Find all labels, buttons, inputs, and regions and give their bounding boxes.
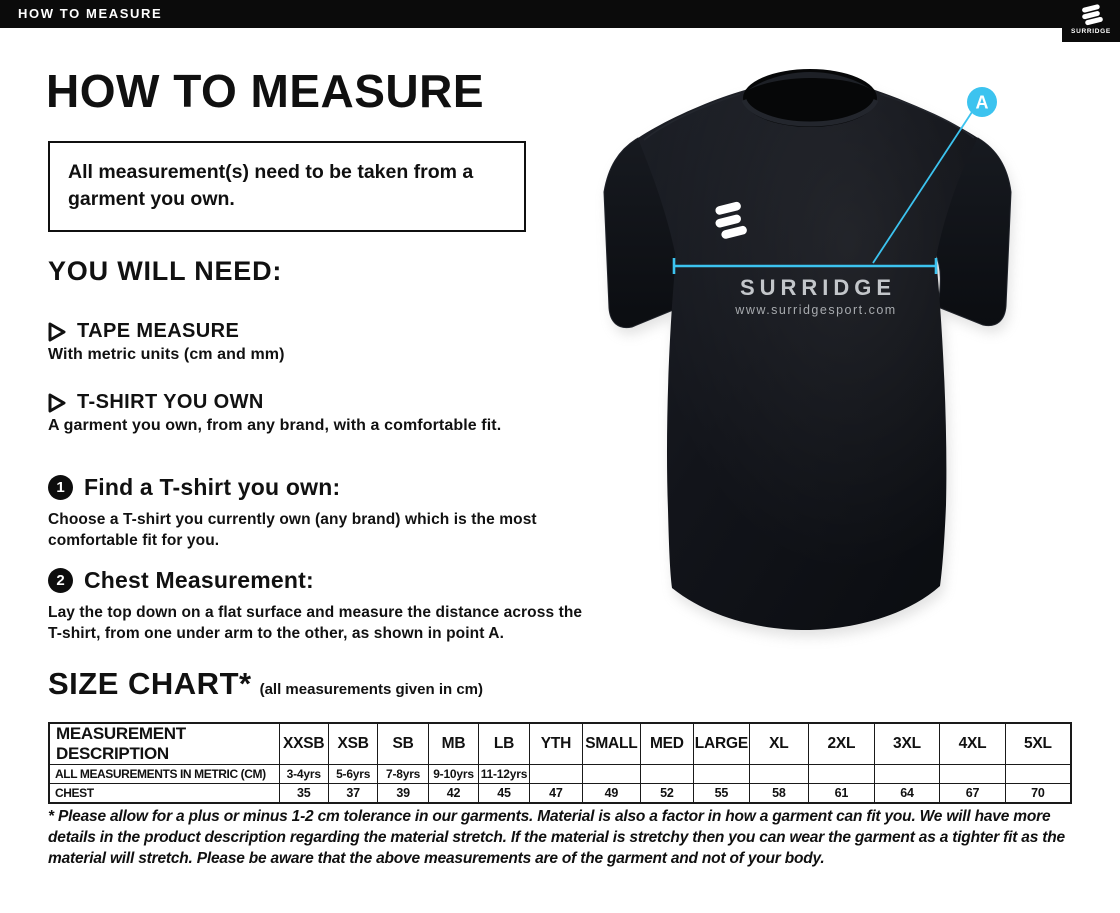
- play-triangle-icon: [48, 322, 67, 342]
- shirt-brand-text: SURRIDGE: [739, 275, 897, 300]
- need-item-title: T-SHIRT YOU OWN: [77, 391, 264, 413]
- surridge-s-icon: [1078, 3, 1104, 27]
- need-item-title: TAPE MEASURE: [77, 320, 240, 342]
- step-description: Lay the top down on a flat surface and measure the distance across the T-shirt, from one under arm to the other, as shown in point A.: [48, 604, 583, 642]
- table-cell: 55: [694, 784, 749, 803]
- column-header: 3XL: [874, 723, 940, 765]
- column-header: LB: [479, 723, 529, 765]
- step-description: Choose a T-shirt you currently own (any brand) which is the most comfortable fit for you.: [48, 511, 537, 549]
- size-chart-table: [48, 722, 1072, 804]
- step-2: [48, 567, 596, 645]
- table-cell: 11-12yrs: [479, 765, 529, 784]
- column-header: MEASUREMENT DESCRIPTION: [49, 723, 279, 765]
- shirt-sheen: [638, 75, 978, 630]
- notice-box: All measurement(s) need to be taken from a garment you own.: [48, 141, 526, 232]
- marker-a-label: A: [975, 92, 989, 113]
- column-header: MB: [428, 723, 478, 765]
- table-cell: [694, 765, 749, 784]
- table-row: [49, 765, 1071, 784]
- column-header: LARGE: [694, 723, 749, 765]
- table-cell: [529, 765, 582, 784]
- table-cell: 64: [874, 784, 940, 803]
- table-cell: [640, 765, 693, 784]
- table-cell: [749, 765, 809, 784]
- step-title: Find a T-shirt you own:: [84, 474, 341, 500]
- play-triangle-icon: [48, 393, 67, 413]
- table-cell: 42: [428, 784, 478, 803]
- table-cell: 58: [749, 784, 809, 803]
- brand-logo-badge: [1062, 0, 1120, 42]
- brand-badge-label: SURRIDGE: [1071, 28, 1111, 35]
- table-cell: 3-4yrs: [279, 765, 328, 784]
- page-title: HOW TO MEASURE: [46, 65, 485, 117]
- table-cell: 35: [279, 784, 328, 803]
- column-header: XSB: [328, 723, 377, 765]
- column-header: XXSB: [279, 723, 328, 765]
- need-item-tshirt: [48, 391, 501, 435]
- need-item-description: A garment you own, from any brand, with a comfortable fit.: [48, 417, 502, 434]
- table-cell: 9-10yrs: [428, 765, 478, 784]
- table-cell: 7-8yrs: [378, 765, 428, 784]
- step-number-badge: 1: [48, 475, 73, 500]
- table-cell: [583, 765, 641, 784]
- column-header: SMALL: [583, 723, 641, 765]
- table-cell: 67: [940, 784, 1006, 803]
- size-chart-table-wrap: [48, 722, 1072, 804]
- row-label: ALL MEASUREMENTS IN METRIC (CM): [49, 765, 279, 784]
- shirt-website-text: www.surridgesport.com: [735, 303, 897, 317]
- disclaimer-text: * Please allow for a plus or minus 1-2 cm tolerance in our garments. Material is also a factor in how a garment can fit you. We will have more details in the product description regarding the material stretch. If the material is stretchy then you can wear the garment as a tighter fit as the material will stretch. Please be aware that the above measurements are of the garment and not of your body.: [48, 808, 1065, 868]
- you-will-need-heading: YOU WILL NEED:: [48, 256, 283, 286]
- need-item-tape-measure: [48, 320, 285, 364]
- table-cell: 5-6yrs: [328, 765, 377, 784]
- tshirt-graphic: [590, 50, 1120, 660]
- column-header: MED: [640, 723, 693, 765]
- top-bar-title: HOW TO MEASURE: [18, 6, 163, 21]
- column-header: SB: [378, 723, 428, 765]
- size-chart-title: SIZE CHART*: [48, 666, 252, 701]
- step-number-badge: 2: [48, 568, 73, 593]
- size-chart-heading-row: [48, 666, 483, 702]
- tshirt-illustration: [590, 50, 1120, 660]
- table-cell: [809, 765, 875, 784]
- step-title: Chest Measurement:: [84, 567, 314, 593]
- table-header-row: [49, 723, 1071, 765]
- table-cell: [874, 765, 940, 784]
- column-header: 2XL: [809, 723, 875, 765]
- row-label: CHEST: [49, 784, 279, 803]
- table-cell: 37: [328, 784, 377, 803]
- table-row: [49, 784, 1071, 803]
- table-cell: 70: [1005, 784, 1071, 803]
- table-cell: 52: [640, 784, 693, 803]
- table-cell: 39: [378, 784, 428, 803]
- step-1: [48, 474, 578, 552]
- column-header: YTH: [529, 723, 582, 765]
- table-cell: 49: [583, 784, 641, 803]
- size-chart-subtitle: (all measurements given in cm): [259, 681, 483, 698]
- column-header: 4XL: [940, 723, 1006, 765]
- need-item-description: With metric units (cm and mm): [48, 346, 285, 363]
- column-header: XL: [749, 723, 809, 765]
- table-cell: [940, 765, 1006, 784]
- table-cell: 47: [529, 784, 582, 803]
- table-cell: 61: [809, 784, 875, 803]
- column-header: 5XL: [1005, 723, 1071, 765]
- table-cell: [1005, 765, 1071, 784]
- top-bar: [0, 0, 1120, 28]
- table-cell: 45: [479, 784, 529, 803]
